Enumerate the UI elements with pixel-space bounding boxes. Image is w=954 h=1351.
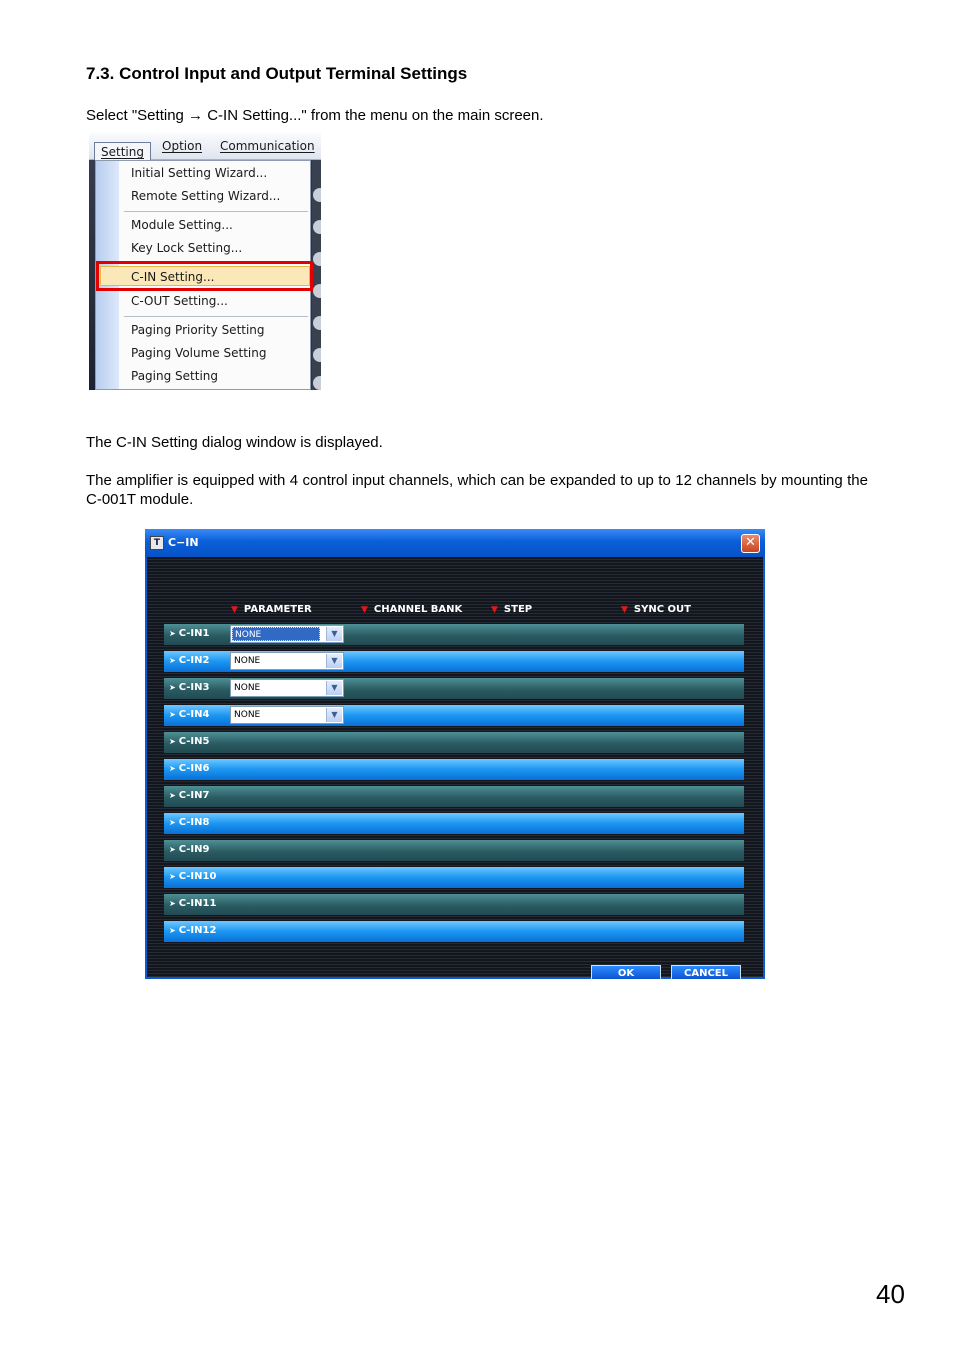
channel-label: ➤ C-IN3 — [169, 682, 210, 693]
menu-item-module-setting[interactable]: Module Setting... — [131, 218, 233, 232]
menu-item-paging-priority-setting[interactable]: Paging Priority Setting — [131, 323, 265, 337]
channel-row-c-in12 — [164, 921, 744, 942]
dialog-body — [147, 557, 763, 977]
cancel-button[interactable]: CANCEL — [671, 965, 741, 979]
channel-label: ➤ C-IN8 — [169, 817, 210, 828]
parameter-select-c-in2[interactable]: NONE ▼ — [230, 652, 344, 670]
intro-text: Select "Setting → C-IN Setting..." from the menu on the main screen. — [86, 107, 544, 124]
channel-row-c-in7 — [164, 786, 744, 807]
menu-option[interactable]: Option — [162, 139, 203, 153]
background-window-edge-right — [312, 160, 321, 390]
channel-label: ➤ C-IN7 — [169, 790, 210, 801]
channel-label: ➤ C-IN4 — [169, 709, 210, 720]
app-icon: T — [150, 536, 164, 550]
channel-row-c-in2 — [164, 651, 744, 672]
dialog-title: C−IN — [168, 536, 199, 549]
column-header-step: ▼ STEP — [491, 604, 533, 615]
channel-label: ➤ C-IN10 — [169, 871, 217, 882]
parameter-select-c-in3[interactable]: NONE ▼ — [230, 679, 344, 697]
menu-item-key-lock-setting[interactable]: Key Lock Setting... — [131, 241, 243, 255]
channel-row-c-in10 — [164, 867, 744, 888]
menu-item-c-out-setting[interactable]: C-OUT Setting... — [131, 294, 228, 308]
dialog-titlebar — [145, 529, 765, 557]
channel-row-c-in3 — [164, 678, 744, 699]
column-header-channel-bank: ▼ CHANNEL BANK — [361, 604, 463, 615]
channel-row-c-in5 — [164, 732, 744, 753]
channel-row-c-in4 — [164, 705, 744, 726]
menu-item-initial-setting-wizard[interactable]: Initial Setting Wizard... — [131, 166, 268, 180]
chevron-down-icon[interactable]: ▼ — [326, 708, 342, 722]
ok-button[interactable]: OK — [591, 965, 661, 979]
column-header-parameter: ▼ PARAMETER — [231, 604, 312, 615]
menu-item-paging-volume-setting[interactable]: Paging Volume Setting — [131, 346, 267, 360]
menu-item-c-in-setting[interactable]: C-IN Setting... — [131, 270, 215, 284]
menu-item-paging-setting[interactable]: Paging Setting — [131, 369, 219, 383]
highlight-frame — [96, 261, 313, 291]
channel-row-c-in6 — [164, 759, 744, 780]
menu-bar — [89, 133, 321, 160]
channel-row-c-in11 — [164, 894, 744, 915]
channel-label: ➤ C-IN11 — [169, 898, 217, 909]
channel-row-c-in9 — [164, 840, 744, 861]
channel-label: ➤ C-IN6 — [169, 763, 210, 774]
page-number: 40 — [876, 1279, 905, 1309]
menu-separator — [124, 316, 308, 317]
menu-setting[interactable]: Setting — [94, 142, 151, 161]
chevron-down-icon[interactable]: ▼ — [326, 627, 342, 641]
channel-label: ➤ C-IN1 — [169, 628, 210, 639]
c-in-dialog — [145, 529, 765, 979]
parameter-select-c-in1[interactable]: NONE ▼ — [230, 625, 344, 643]
close-button[interactable]: ✕ — [741, 534, 760, 553]
channel-row-c-in1 — [164, 624, 744, 645]
channel-label: ➤ C-IN2 — [169, 655, 210, 666]
menu-communication[interactable]: Communication — [220, 139, 315, 153]
column-header-sync-out: ▼ SYNC OUT — [621, 604, 691, 615]
parameter-select-c-in4[interactable]: NONE ▼ — [230, 706, 344, 724]
menu-separator — [124, 211, 308, 212]
chevron-down-icon[interactable]: ▼ — [326, 681, 342, 695]
channel-label: ➤ C-IN9 — [169, 844, 210, 855]
channel-label: ➤ C-IN5 — [169, 736, 210, 747]
channel-row-c-in8 — [164, 813, 744, 834]
channel-label: ➤ C-IN12 — [169, 925, 217, 936]
dialog-intro-text: The C-IN Setting dialog window is displayed. — [86, 434, 383, 451]
chevron-down-icon[interactable]: ▼ — [326, 654, 342, 668]
description-text: The amplifier is equipped with 4 control input channels, which can be expanded to up to 12 channels by mounting the C-001T module. — [86, 472, 868, 508]
section-heading: 7.3. Control Input and Output Terminal Settings — [86, 64, 468, 83]
menu-item-remote-setting-wizard[interactable]: Remote Setting Wizard... — [131, 189, 281, 203]
